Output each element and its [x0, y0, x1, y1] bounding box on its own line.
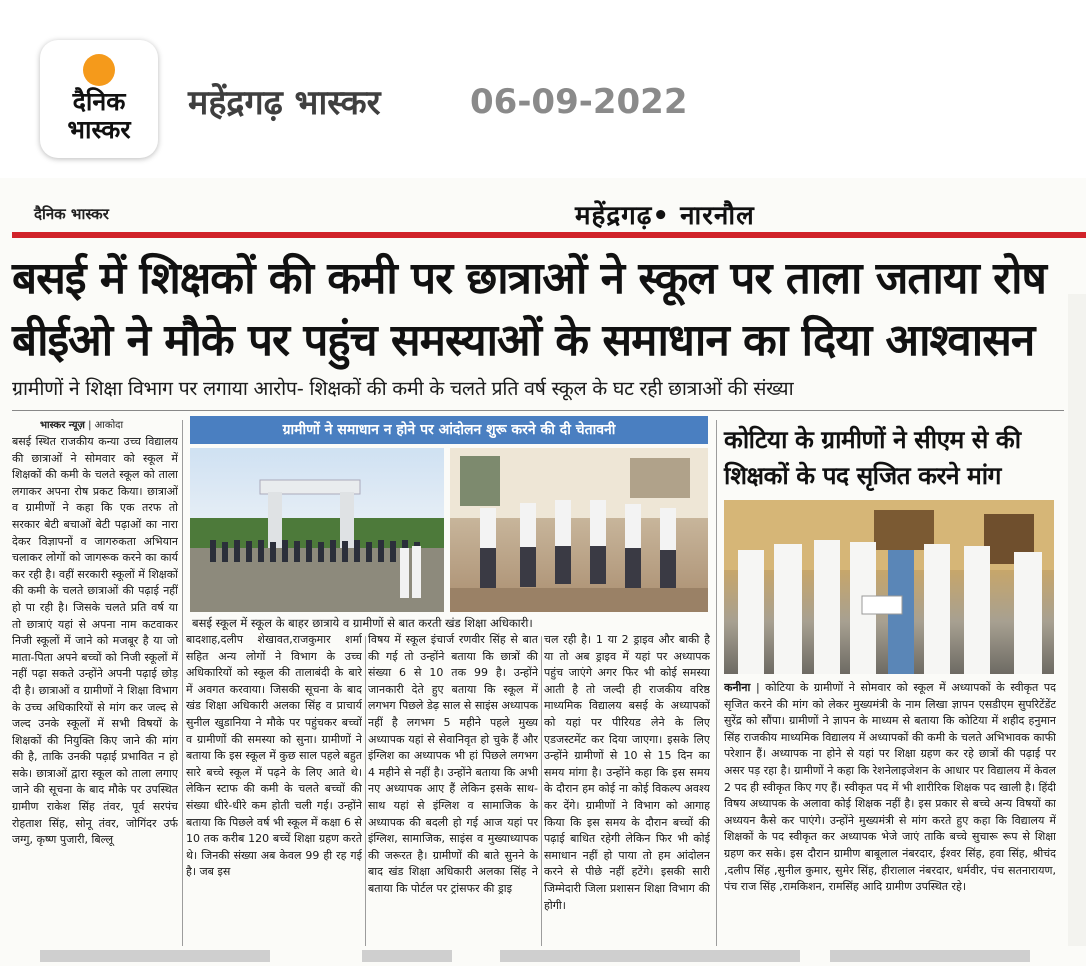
story1-column2: बादशाह,दलीप शेखावत,राजकुमार शर्मा सहित अन्य लोगों ने विभाग के उच्च अधिकारियों को स्कूल की तालाबंदी के बारे में अवगत करवाया। जिसकी सूचना के बाद खंड शिक्षा अधिकारी अलका सिंह व प्राचार्य सुनील खुडानिया ने मौके पर पहुंचकर बच्चों व ग्रामीणों की समस्या को सुना। ग्रामीणों ने बताया कि इस स्कूल में कुछ साल पहले बहुत सारे बच्चे स्कूल में पढ़ने के लिए आते थे। लेकिन स्टाफ की कमी के चलते बच्चों की संख्या धीरे-धीरे कम होती चली गई। उन्होंने बताया कि पिछले वर्ष भी स्कूल में कक्षा 6 से 10 तक करीब 120 बच्चें शिक्षा ग्रहण करते थे। जिनकी संख्या अब केवल 99 ही रह गई है। जब इस	[186, 633, 362, 879]
story1-column4: चल रही है। 1 या 2 ड्राइव और बाकी है या तो अब ड्राइव में यहां पर अध्यापक पहुंच जाएंगे अगर फिर भी कोई समस्या आती है तो जल्दी ही राजकीय वरिष्ठ माध्यमिक विद्यालय बसई के अध्यापकों को यहां पर पीरियड लेने के लिए एडजस्टमेंट कर दिया जाएगा। इसके लिए उन्होंने ग्रामीणों से 10 से 15 दिन का समय मांगा है। उन्होंने कहा कि इस समय के दौरान हम कोई ना कोई विकल्प अवश्य कर देंगे। ग्रामीणों ने विभाग को आगाह किया कि इस समय के दौरान बच्चों की पढ़ाई बाधित रहेगी लेकिन फिर भी कोई समाधान नहीं हो पाया तो हम आंदोलन करने से पीछे नहीं हटेंगे। इसकी सारी जिम्मेदारी जिला प्रशासन शिक्षा विभाग की होगी।	[544, 633, 710, 912]
sun-icon	[83, 54, 115, 86]
logo-line2: भास्कर	[67, 115, 131, 144]
column-divider	[182, 420, 183, 946]
story1-column3: विषय में स्कूल इंचार्ज रणवीर सिंह से बात की गई तो उन्होंने बताया कि छात्रों की संख्या 6 से 10 तक 99 है। उन्होंने जानकारी देते हुए बताया कि स्कूल में लगभग पिछले डेढ़ साल से साइंस अध्यापक नहीं है लगभग 5 महीने पहले मुख्य अध्यापक यहां से सेवानिवृत हो चुके हैं और इंग्लिश का अध्यापक भी हां पिछले लगभग 4 महीने से नहीं है। उन्होंने बताया कि अभी नए अध्यापक आए हैं लेकिन इसके साथ-साथ यहां से इंग्लिश व सामाजिक के अध्यापक की बदली हो गई आज यहां पर इंग्लिश, सामाजिक, साइंस व मुख्याध्यापक की जरूरत है। ग्रामीणों की बाते सुनने के बाद खंड शिक्षा अधिकारी अलका सिंह ने बताया कि पोर्टल पर ट्रांसफर की ड्राइ	[368, 633, 538, 895]
photo-caption: बसई स्कूल में स्कूल के बाहर छात्राये व ग्रामीणों से बात करती खंड शिक्षा अधिकारी।	[192, 616, 533, 630]
story1-column1: बसई स्थित राजकीय कन्या उच्च विद्यालय की छात्राओं ने सोमवार को स्कूल में शिक्षकों की कमी के चलते स्कूल को ताला लगाकर अपना रोष प्रकट किया। छात्राओं व ग्रामीणों ने कहा कि एक तरफ तो सरकार बेटी बचाओं बेटी पढ़ाओं का नारा देकर विज्ञापनों व जागरुकता अभियान चलाकर लोगों को जागरूक करने का कार्य कर रही है। वहीं सरकारी स्कूलों में शिक्षकों की कमी के चलते छात्राओं की पढ़ाई नहीं हो पा रही है। जिसके चलते प्रति वर्ष या तो छात्राएं यहां से अपना नाम कटवाकर निजी स्कूलों में जाने को मजबूर है या जो माता-पिता अपने बच्चों को निजी स्कूलों में नहीं पढ़ा सकते उन्होंने अपनी पढ़ाई छोड़ दी है। छात्राओं व ग्रामीणों ने शिक्षा विभाग के उच्च अधिकारियों से मांग कर जल्द से जल्द उनके स्कूलों में सभी विषयों के शिक्षकों की नियुक्ति किए जाने की मांग की है, ताकि उनकी पढ़ाई प्रभावित न हो सके। छात्राओं द्वारा स्कूल को ताला लगाए जाने की सूचना के बाद मौके पर उपस्थित ग्रामीण राकेश सिंह तंवर, पूर्व सरपंच रोहताश सिंह, सोनू तंवर, जोगिंदर उर्फ जग्गु, कृष्ण पुजारी, बिल्लू	[12, 435, 178, 847]
next-article-fragment	[362, 950, 452, 962]
next-article-strip	[0, 946, 1086, 966]
masthead-left: दैनिक भास्कर	[34, 205, 109, 223]
headline-line1: बसई में शिक्षकों की कमी पर छात्राओं ने स्कूल पर ताला जताया रोष	[12, 253, 1046, 304]
adjacent-page-edge	[1068, 294, 1086, 966]
photo-meeting-art	[450, 448, 708, 612]
photo-banner	[190, 416, 708, 444]
headline-line2: बीईओ ने मौके पर पहुंच समस्याओं के समाधान का दिया आश्वासन	[12, 315, 1035, 366]
byline: भास्कर न्यूज़ | आकोदा	[40, 420, 124, 431]
byline-source: भास्कर न्यूज़	[40, 420, 85, 431]
logo-line1: दैनिक	[72, 87, 126, 116]
story2-headline: कोटिया के ग्रामीणों ने सीएम से की शिक्षकों के पद सृजित करने मांग	[724, 425, 1021, 490]
story2-place: कनीना	[724, 681, 751, 694]
dainik-bhaskar-logo[interactable]	[40, 40, 158, 158]
photo-meeting[interactable]	[450, 448, 708, 612]
subhead-rule	[12, 410, 1064, 411]
byline-place: आकोदा	[94, 420, 124, 431]
edition-title: महेंद्रगढ़ भास्कर	[188, 83, 381, 123]
masthead-right: महेंद्रगढ़• नारनौल	[575, 201, 755, 231]
next-article-fragment	[500, 950, 800, 962]
photo-memorandum[interactable]	[724, 500, 1054, 674]
photo-memorandum-art	[724, 500, 1054, 674]
column-divider	[365, 636, 366, 946]
column-divider	[541, 636, 542, 946]
subheadline: ग्रामीणों ने शिक्षा विभाग पर लगाया आरोप- शिक्षकों की कमी के चलते प्रति वर्ष स्कूल के घट रही छात्राओं की संख्या	[12, 377, 794, 400]
photo-school-gate-art	[190, 448, 444, 612]
story2-text: कोटिया के ग्रामीणों ने सोमवार को स्कूल में अध्यापकों के स्वीकृत पद सृजित करने की मांग को लेकर मुख्यमंत्री के नाम लिखा ज्ञापन एसडीएम सुपरिटेंडेंट सुरेंद्र को सौंपा। ग्रामीणों ने ज्ञापन के माध्यम से बताया कि कोटिया में शहीद हनुमान सिंह राजकीय माध्यमिक विद्यालय में अध्यापकों की कमी के चलते अभिभावक काफी परेशान हैं। अध्यापक ना होने से यहां पर शिक्षा ग्रहण कर रहे छात्रों की पढ़ाई पर असर पड़ रहा है। ग्रामीणों ने कहा कि रेशनेलाइजेशन के आधार पर विद्यालय में केवल 2 पद ही स्वीकृत किए गए हैं। स्वीकृत पद में भी शारीरिक शिक्षक पद खाली है। हिंदी विषय अध्यापक के अलावा कोई शिक्षक नहीं है। इस प्रकार से बच्चे अन्य विषयों का अध्ययन कैसे कर पाएंगे। उन्होंने मुख्यमंत्री से मांग करते हुए कहा कि विद्यालय में शिक्षकों के पद स्वीकृत कर अध्यापक भेजे जाएं ताकि बच्चे सुचारू रूप से शिक्षा ग्रहण कर सके। इस दौरान ग्रामीण बाबूलाल नंबरदार, ईश्वर सिंह, हवा सिंह, श्रीचंद ,दलीप सिंह ,सुनील कुमार, सुमेर सिंह, हीरालाल नंबरदार, धर्मवीर, पंच सतनारायण, पंच राज सिंह ,रामकिशन, रामसिंह आदि ग्रामीण उपस्थित रहे।	[724, 681, 1056, 894]
masthead-rule	[12, 232, 1086, 238]
story2-body: कनीना | कोटिया के ग्रामीणों ने सोमवार को स्कूल में अध्यापकों के स्वीकृत पद सृजित करने की मांग को लेकर मुख्यमंत्री के नाम लिखा ज्ञापन एसडीएम सुपरिटेंडेंट सुरेंद्र को सौंपा। ग्रामीणों ने ज्ञापन के माध्यम से बताया कि कोटिया में शहीद हनुमान सिंह राजकीय माध्यमिक विद्यालय में अध्यापकों की कमी के चलते अभिभावक काफी परेशान हैं। अध्यापक ना होने से यहां पर शिक्षा ग्रहण कर रहे छात्रों की पढ़ाई पर असर पड़ रहा है। ग्रामीणों ने कहा कि रेशनेलाइजेशन के आधार पर विद्यालय में केवल 2 पद ही स्वीकृत किए गए हैं। स्वीकृत पद में भी शारीरिक शिक्षक पद खाली है। हिंदी विषय अध्यापक के अलावा कोई शिक्षक नहीं है। इस प्रकार से बच्चे अन्य विषयों का अध्ययन कैसे कर पाएंगे। उन्होंने मुख्यमंत्री से मांग करते हुए कहा कि विद्यालय में शिक्षकों के पद स्वीकृत कर अध्यापक भेजे जाएं ताकि बच्चे सुचारू रूप से शिक्षा ग्रहण कर सके। इस दौरान ग्रामीण बाबूलाल नंबरदार, ईश्वर सिंह, हवा सिंह, श्रीचंद ,दलीप सिंह ,सुनील कुमार, सुमेर सिंह, हीरालाल नंबरदार, धर्मवीर, पंच सतनारायण, पंच राज सिंह ,रामकिशन, रामसिंह आदि ग्रामीण उपस्थित रहे।	[724, 681, 1056, 894]
story-divider	[716, 420, 717, 946]
edition-date: 06-09-2022	[470, 82, 688, 122]
next-article-fragment	[40, 950, 270, 962]
photo-school-gate[interactable]	[190, 448, 444, 612]
photo-banner-text: ग्रामीणों ने समाधान न होने पर आंदोलन शुरू करने की दी चेतावनी	[282, 422, 616, 438]
next-article-fragment	[830, 950, 1030, 962]
